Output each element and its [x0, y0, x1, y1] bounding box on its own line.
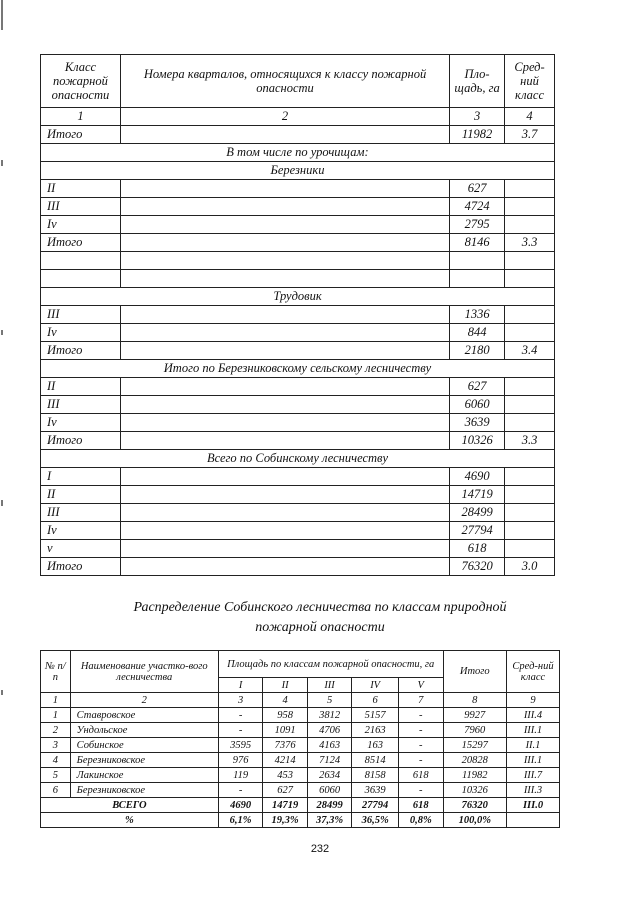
cell: 7376 [263, 738, 307, 753]
header-num: № п/п [41, 651, 71, 693]
class-cell: Iv [41, 324, 121, 342]
area-cell: 14719 [450, 486, 505, 504]
header-name: Наименование участко-вого лесничества [70, 651, 218, 693]
col-number: 6 [352, 693, 399, 708]
total-label: Итого [41, 558, 121, 576]
cell: 100,0% [443, 813, 507, 828]
cell: - [399, 783, 444, 798]
cell: 4163 [307, 738, 351, 753]
col-number: 5 [307, 693, 351, 708]
class-cell: III [41, 504, 121, 522]
cell: 3639 [352, 783, 399, 798]
area-cell: 627 [450, 180, 505, 198]
total-avg: 3.3 [505, 234, 555, 252]
cell: 7960 [443, 723, 507, 738]
section-heading: Всего по Собинскому лесничеству [41, 450, 555, 468]
class-cell: Iv [41, 216, 121, 234]
cell: 6060 [307, 783, 351, 798]
total-label: Итого [41, 234, 121, 252]
cell: 453 [263, 768, 307, 783]
cell: 7124 [307, 753, 351, 768]
header-class-iv: IV [352, 678, 399, 693]
total-area: 2180 [450, 342, 505, 360]
percent-label: % [41, 813, 219, 828]
page-number: 232 [310, 843, 330, 855]
cell: 3812 [307, 708, 351, 723]
cell: 958 [263, 708, 307, 723]
cell: 10326 [443, 783, 507, 798]
total-label: Итого [41, 126, 121, 144]
cell: 2634 [307, 768, 351, 783]
area-cell: 27794 [450, 522, 505, 540]
cell: 618 [399, 768, 444, 783]
class-cell: II [41, 378, 121, 396]
col-number: 3 [218, 693, 262, 708]
cell: - [399, 708, 444, 723]
total-label: Итого [41, 432, 121, 450]
header-class: Класс пожарной опасности [41, 55, 121, 108]
total-row [41, 798, 560, 813]
cell: - [399, 723, 444, 738]
class-cell: v [41, 540, 121, 558]
cell: 627 [263, 783, 307, 798]
row-num: 1 [41, 708, 71, 723]
area-cell: 2795 [450, 216, 505, 234]
class-cell: Iv [41, 522, 121, 540]
cell: 19,3% [263, 813, 307, 828]
area-cell: 6060 [450, 396, 505, 414]
cell: 6,1% [218, 813, 262, 828]
cell: III.3 [507, 783, 560, 798]
cell: III.4 [507, 708, 560, 723]
col-number: 9 [507, 693, 560, 708]
col-number: 4 [263, 693, 307, 708]
cell: 36,5% [352, 813, 399, 828]
cell: 15297 [443, 738, 507, 753]
cell: - [399, 738, 444, 753]
binding-edge [0, 0, 4, 905]
cell: 2163 [352, 723, 399, 738]
section-heading: В том числе по урочищам: [41, 144, 555, 162]
header-quarters: Номера кварталов, относящихся к классу пожарной опасности [120, 55, 449, 108]
total-avg: 3.4 [505, 342, 555, 360]
header-avg: Сред-ний класс [505, 55, 555, 108]
cell: 119 [218, 768, 262, 783]
class-cell: II [41, 180, 121, 198]
header-class-iii: III [307, 678, 351, 693]
cell: - [218, 708, 262, 723]
cell [507, 813, 560, 828]
cell: 976 [218, 753, 262, 768]
col-number: 1 [41, 693, 71, 708]
class-cell: III [41, 306, 121, 324]
cell: 9927 [443, 708, 507, 723]
row-name: Березниковское [70, 753, 218, 768]
row-name: Лакинское [70, 768, 218, 783]
area-cell: 618 [450, 540, 505, 558]
section-heading: Березники [41, 162, 555, 180]
col-number: 2 [120, 108, 449, 126]
cell: 37,3% [307, 813, 351, 828]
class-cell: I [41, 468, 121, 486]
fire-class-table [40, 54, 555, 576]
caption-line-1: Распределение Собинского лесничества по классам природной [133, 600, 507, 615]
total-area: 76320 [450, 558, 505, 576]
area-cell: 1336 [450, 306, 505, 324]
header-class-v: V [399, 678, 444, 693]
cell: 27794 [352, 798, 399, 813]
total-avg: 3.0 [505, 558, 555, 576]
cell: 8514 [352, 753, 399, 768]
total-area: 11982 [450, 126, 505, 144]
header-class-ii: II [263, 678, 307, 693]
cell: 8158 [352, 768, 399, 783]
cell: 163 [352, 738, 399, 753]
col-number: 7 [399, 693, 444, 708]
cell: - [399, 753, 444, 768]
row-name: Собинское [70, 738, 218, 753]
class-cell: II [41, 486, 121, 504]
caption-line-2: пожарной опасности [255, 620, 385, 635]
area-cell: 844 [450, 324, 505, 342]
cell: 5157 [352, 708, 399, 723]
total-area: 8146 [450, 234, 505, 252]
col-number: 2 [70, 693, 218, 708]
section-heading: Итого по Березниковскому сельскому лесничеству [41, 360, 555, 378]
cell: 4690 [218, 798, 262, 813]
header-avg: Сред-ний класс [507, 651, 560, 693]
cell: 20828 [443, 753, 507, 768]
total-avg: 3.7 [505, 126, 555, 144]
class-cell: Iv [41, 414, 121, 432]
total-label: ВСЕГО [41, 798, 219, 813]
cell: 3595 [218, 738, 262, 753]
row-num: 6 [41, 783, 71, 798]
cell: II.1 [507, 738, 560, 753]
cell: 1091 [263, 723, 307, 738]
cell: 4214 [263, 753, 307, 768]
area-cell: 4690 [450, 468, 505, 486]
table-row [41, 723, 560, 738]
percent-row [41, 813, 560, 828]
cell: 76320 [443, 798, 507, 813]
row-name: Ундольское [70, 723, 218, 738]
table-row [41, 753, 560, 768]
header-class-i: I [218, 678, 262, 693]
header-area: Пло-щадь, га [450, 55, 505, 108]
table-row [41, 738, 560, 753]
row-name: Березниковское [70, 783, 218, 798]
table-row [41, 708, 560, 723]
cell: 0,8% [399, 813, 444, 828]
distribution-table [40, 650, 560, 828]
row-num: 5 [41, 768, 71, 783]
area-cell: 28499 [450, 504, 505, 522]
row-num: 4 [41, 753, 71, 768]
cell: III.1 [507, 753, 560, 768]
col-number: 3 [450, 108, 505, 126]
total-avg: 3.3 [505, 432, 555, 450]
cell: 618 [399, 798, 444, 813]
table-row [41, 783, 560, 798]
section-heading: Трудовик [41, 288, 555, 306]
area-cell: 3639 [450, 414, 505, 432]
cell: - [218, 723, 262, 738]
row-num: 3 [41, 738, 71, 753]
col-number: 8 [443, 693, 507, 708]
cell: III.1 [507, 723, 560, 738]
cell: 14719 [263, 798, 307, 813]
col-number: 4 [505, 108, 555, 126]
area-cell: 4724 [450, 198, 505, 216]
table-row [41, 768, 560, 783]
cell: III.7 [507, 768, 560, 783]
total-label: Итого [41, 342, 121, 360]
row-num: 2 [41, 723, 71, 738]
header-group: Площадь по классам пожарной опасности, га [218, 651, 443, 678]
col-number: 1 [41, 108, 121, 126]
cell: 4706 [307, 723, 351, 738]
row-name: Ставровское [70, 708, 218, 723]
cell: III.0 [507, 798, 560, 813]
total-area: 10326 [450, 432, 505, 450]
cell: 28499 [307, 798, 351, 813]
class-cell: III [41, 198, 121, 216]
cell: - [218, 783, 262, 798]
class-cell: III [41, 396, 121, 414]
header-total: Итого [443, 651, 507, 693]
area-cell: 627 [450, 378, 505, 396]
cell: 11982 [443, 768, 507, 783]
